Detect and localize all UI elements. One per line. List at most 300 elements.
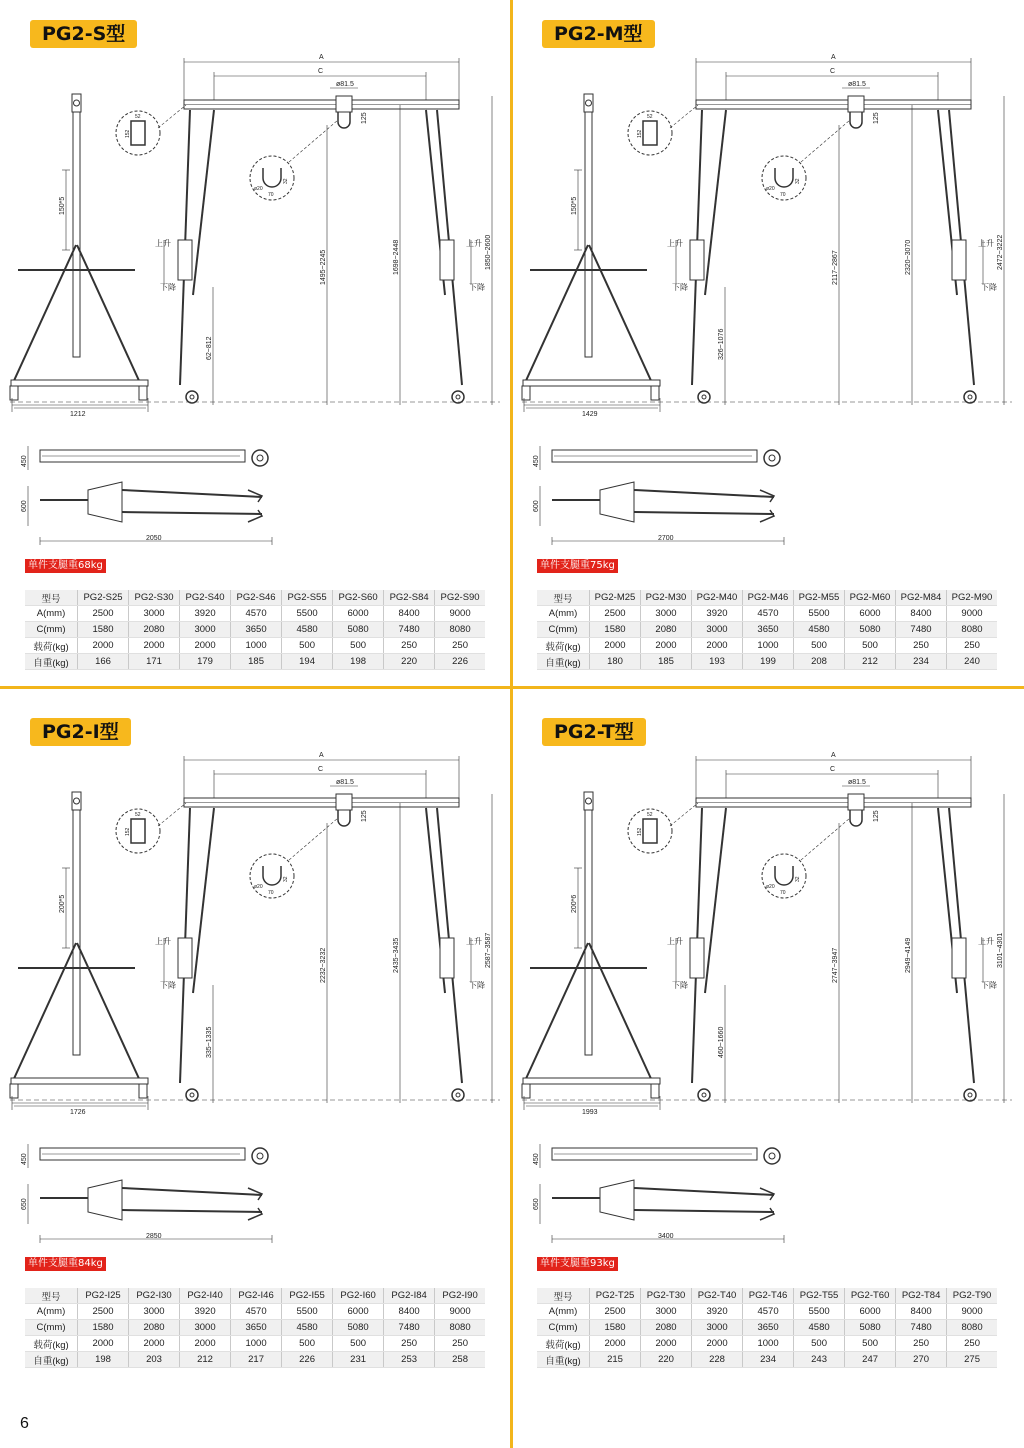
- left-inner-leg: [705, 808, 726, 993]
- left-caster-wheel: [698, 1089, 710, 1101]
- base-width-label: 1726: [70, 1109, 86, 1116]
- side-post: [585, 112, 592, 357]
- table-header-cell: 型号: [25, 590, 78, 606]
- table-cell: 247: [845, 1352, 896, 1368]
- table-cell: 2000: [692, 638, 743, 654]
- table-cell: 9000: [947, 606, 998, 622]
- diameter-label: ø81.5: [336, 779, 354, 786]
- box-width-label: 52: [647, 114, 653, 120]
- table-header-cell: PG2-M90: [947, 590, 998, 606]
- table-cell: 166: [78, 654, 129, 670]
- table-header-cell: PG2-I55: [282, 1288, 333, 1304]
- table-header-cell: PG2-I84: [384, 1288, 435, 1304]
- dim-125-label: 125: [873, 112, 880, 124]
- table-row: [537, 1352, 997, 1368]
- table-cell: 3000: [129, 606, 180, 622]
- hole-pitch-label: 150*5: [59, 196, 66, 215]
- table-cell: 3920: [692, 1304, 743, 1320]
- right-caster-wheel: [964, 391, 976, 403]
- table-cell: 3650: [743, 622, 794, 638]
- table-cell: A(mm): [537, 606, 590, 622]
- right-caster-wheel: [452, 1089, 464, 1101]
- side-foot-right: [651, 1084, 659, 1098]
- leg-weight-badge: 单件支腿重75kg: [537, 559, 618, 573]
- table-cell: 5500: [282, 606, 333, 622]
- table-cell: 270: [896, 1352, 947, 1368]
- dim-a-label: A: [319, 752, 324, 759]
- dim-c-label: C: [318, 68, 324, 75]
- folded-wheel: [252, 450, 268, 466]
- side-leg-right: [589, 245, 653, 385]
- table-cell: 8080: [947, 622, 998, 638]
- up-label-left: 上升: [155, 937, 171, 946]
- model-panel: [0, 698, 490, 1378]
- fold-width-label: 650: [533, 1198, 540, 1210]
- fold-width-label: 650: [21, 1198, 28, 1210]
- table-cell: 220: [384, 654, 435, 670]
- table-cell: 194: [282, 654, 333, 670]
- side-foot-left: [522, 1084, 530, 1098]
- table-header-cell: PG2-M55: [794, 590, 845, 606]
- table-cell: 212: [180, 1352, 231, 1368]
- table-cell: 203: [129, 1352, 180, 1368]
- table-cell: 自重(kg): [25, 654, 78, 670]
- ring-width-label: 70: [780, 890, 786, 896]
- right-caster-wheel: [452, 391, 464, 403]
- box-width-label: 52: [135, 114, 141, 120]
- table-cell: 500: [845, 638, 896, 654]
- table-header-row: [537, 590, 997, 606]
- table-cell: 234: [896, 654, 947, 670]
- down-label-left: 下降: [160, 981, 176, 990]
- up-label-left: 上升: [667, 239, 683, 248]
- left-winch: [690, 938, 704, 978]
- table-cell: 自重(kg): [25, 1352, 78, 1368]
- table-cell: C(mm): [25, 1320, 78, 1336]
- table-cell: 7480: [896, 622, 947, 638]
- table-cell: 208: [794, 654, 845, 670]
- table-cell: 226: [282, 1352, 333, 1368]
- table-header-cell: PG2-M60: [845, 590, 896, 606]
- table-cell: 250: [896, 1336, 947, 1352]
- table-cell: 179: [180, 654, 231, 670]
- table-row: [537, 1320, 997, 1336]
- table-cell: 4570: [743, 606, 794, 622]
- table-header-row: [537, 1288, 997, 1304]
- base-width-label: 1212: [70, 411, 86, 418]
- table-cell: 3000: [692, 1320, 743, 1336]
- model-title: PG2-M型: [542, 20, 655, 48]
- model-title: PG2-I型: [30, 718, 131, 746]
- table-cell: 2500: [78, 1304, 129, 1320]
- left-inner-leg: [705, 110, 726, 295]
- ring-dia-label: ø20: [254, 884, 263, 890]
- dim-125-label: 125: [361, 810, 368, 822]
- table-cell: 171: [129, 654, 180, 670]
- table-row: [25, 1336, 485, 1352]
- table-cell: 185: [231, 654, 282, 670]
- hole-pitch-label: 200*5: [59, 894, 66, 913]
- hoist-ring: [850, 810, 862, 826]
- table-cell: 2000: [641, 1336, 692, 1352]
- side-base-beam: [11, 380, 148, 386]
- spec-table: [537, 1288, 997, 1368]
- base-width-label: 1429: [582, 411, 598, 418]
- table-cell: 7480: [384, 622, 435, 638]
- height-range-3: 2472~3222: [997, 234, 1004, 270]
- side-leg-right: [77, 245, 141, 385]
- side-leg-right: [589, 943, 653, 1083]
- table-cell: 6000: [333, 1304, 384, 1320]
- spec-table: [25, 590, 485, 670]
- table-cell: A(mm): [25, 1304, 78, 1320]
- table-cell: 9000: [947, 1304, 997, 1320]
- box-height-label: 152: [637, 827, 643, 836]
- table-row: [25, 1352, 485, 1368]
- fold-height-label: 450: [21, 1153, 28, 1165]
- table-header-row: [25, 590, 485, 606]
- side-foot-right: [139, 1084, 147, 1098]
- table-header-cell: PG2-T84: [896, 1288, 947, 1304]
- down-label-right: 下降: [981, 283, 997, 292]
- low-range-label: 62~812: [206, 336, 213, 360]
- table-cell: 4570: [743, 1304, 794, 1320]
- table-cell: 2500: [590, 1304, 641, 1320]
- table-cell: 250: [947, 1336, 997, 1352]
- low-range-label: 326~1076: [718, 328, 725, 360]
- table-cell: 自重(kg): [537, 654, 590, 670]
- down-label-left: 下降: [672, 981, 688, 990]
- gantry-drawing: [0, 0, 500, 560]
- gantry-drawing: [512, 698, 1012, 1258]
- table-cell: 243: [794, 1352, 845, 1368]
- table-cell: 9000: [435, 606, 485, 622]
- table-cell: 2000: [180, 638, 231, 654]
- left-caster-wheel: [186, 1089, 198, 1101]
- table-cell: 7480: [896, 1320, 947, 1336]
- table-header-cell: PG2-I40: [180, 1288, 231, 1304]
- height-range-2: 2435~3435: [393, 937, 400, 973]
- table-cell: A(mm): [25, 606, 78, 622]
- side-leg-left: [524, 245, 588, 385]
- side-post: [73, 112, 80, 357]
- side-post: [73, 810, 80, 1055]
- up-label-right: 上升: [978, 239, 994, 248]
- table-cell: 3650: [231, 1320, 282, 1336]
- table-cell: 234: [743, 1352, 794, 1368]
- dim-c-label: C: [830, 766, 836, 773]
- gantry-drawing: [0, 698, 500, 1258]
- table-cell: 2000: [129, 638, 180, 654]
- table-row: [537, 1336, 997, 1352]
- table-cell: 2000: [129, 1336, 180, 1352]
- down-label-left: 下降: [160, 283, 176, 292]
- table-header-cell: PG2-M30: [641, 590, 692, 606]
- table-header-cell: PG2-I46: [231, 1288, 282, 1304]
- table-header-cell: PG2-T40: [692, 1288, 743, 1304]
- box-height-label: 152: [637, 129, 643, 138]
- table-row: [25, 606, 485, 622]
- table-cell: 220: [641, 1352, 692, 1368]
- fold-width-label: 600: [21, 500, 28, 512]
- side-base-beam: [11, 1078, 148, 1084]
- table-cell: 4580: [282, 622, 333, 638]
- table-header-cell: PG2-S55: [282, 590, 333, 606]
- fold-height-label: 450: [533, 455, 540, 467]
- table-cell: 1580: [78, 622, 129, 638]
- table-cell: 253: [384, 1352, 435, 1368]
- table-cell: 3650: [743, 1320, 794, 1336]
- right-winch: [952, 240, 966, 280]
- table-row: [537, 606, 997, 622]
- table-cell: 2000: [692, 1336, 743, 1352]
- ring-dia-label: ø20: [766, 884, 775, 890]
- right-winch: [952, 938, 966, 978]
- ring-dia-label: ø20: [254, 186, 263, 192]
- table-cell: 5500: [794, 606, 845, 622]
- table-cell: 250: [384, 638, 435, 654]
- table-header-cell: 型号: [25, 1288, 78, 1304]
- model-title: PG2-T型: [542, 718, 646, 746]
- table-row: [25, 1304, 485, 1320]
- table-row: [537, 638, 997, 654]
- table-cell: 500: [282, 1336, 333, 1352]
- table-cell: 215: [590, 1352, 641, 1368]
- table-cell: 1580: [590, 1320, 641, 1336]
- table-row: [25, 1320, 485, 1336]
- left-inner-leg: [193, 110, 214, 295]
- height-range-2: 1698~2448: [393, 239, 400, 275]
- model-title: PG2-S型: [30, 20, 137, 48]
- table-cell: C(mm): [25, 622, 78, 638]
- table-header-cell: PG2-S40: [180, 590, 231, 606]
- table-cell: 500: [333, 638, 384, 654]
- table-header-cell: PG2-M40: [692, 590, 743, 606]
- table-cell: 226: [435, 654, 485, 670]
- table-cell: 275: [947, 1352, 997, 1368]
- left-caster-wheel: [698, 391, 710, 403]
- table-cell: 2000: [180, 1336, 231, 1352]
- right-caster-wheel: [964, 1089, 976, 1101]
- side-foot-left: [10, 386, 18, 400]
- horizontal-divider: [0, 686, 1024, 689]
- left-winch: [178, 240, 192, 280]
- ring-width-label: 70: [268, 890, 274, 896]
- hole-pitch-label: 200*6: [571, 894, 578, 913]
- table-header-cell: PG2-T55: [794, 1288, 845, 1304]
- dim-125-label: 125: [873, 810, 880, 822]
- trolley: [848, 794, 864, 810]
- table-cell: 1000: [743, 638, 794, 654]
- table-row: [25, 654, 485, 670]
- dim-a-label: A: [831, 54, 836, 61]
- trolley: [848, 96, 864, 112]
- table-cell: 8080: [435, 622, 485, 638]
- table-cell: 500: [845, 1336, 896, 1352]
- table-cell: 250: [435, 1336, 485, 1352]
- fold-length-label: 3400: [658, 1233, 674, 1240]
- left-winch: [690, 240, 704, 280]
- box-height-label: 152: [125, 827, 131, 836]
- table-cell: 8080: [435, 1320, 485, 1336]
- fold-width-label: 600: [533, 500, 540, 512]
- table-cell: 2080: [641, 1320, 692, 1336]
- ring-height-label: 32: [283, 178, 289, 184]
- table-cell: 8400: [896, 1304, 947, 1320]
- table-cell: 5500: [794, 1304, 845, 1320]
- table-cell: 1580: [590, 622, 641, 638]
- table-cell: 8080: [947, 1320, 997, 1336]
- table-header-cell: PG2-T46: [743, 1288, 794, 1304]
- table-cell: 4570: [231, 1304, 282, 1320]
- table-cell: 9000: [435, 1304, 485, 1320]
- dim-a-label: A: [831, 752, 836, 759]
- diameter-label: ø81.5: [848, 779, 866, 786]
- fold-length-label: 2850: [146, 1233, 162, 1240]
- hole-pitch-label: 150*5: [571, 196, 578, 215]
- table-header-cell: PG2-M46: [743, 590, 794, 606]
- diameter-label: ø81.5: [336, 81, 354, 88]
- table-cell: 500: [794, 1336, 845, 1352]
- side-foot-right: [651, 386, 659, 400]
- model-panel: [0, 0, 490, 680]
- table-cell: 自重(kg): [537, 1352, 590, 1368]
- height-range-1: 2232~3232: [320, 947, 327, 983]
- up-label-right: 上升: [466, 239, 482, 248]
- table-cell: 2000: [78, 638, 129, 654]
- side-foot-left: [10, 1084, 18, 1098]
- table-cell: 1000: [231, 1336, 282, 1352]
- base-width-label: 1993: [582, 1109, 598, 1116]
- table-cell: 250: [947, 638, 998, 654]
- table-cell: 8400: [384, 1304, 435, 1320]
- table-cell: 2080: [641, 622, 692, 638]
- table-cell: 3000: [641, 606, 692, 622]
- hoist-ring: [850, 112, 862, 128]
- table-cell: 198: [333, 654, 384, 670]
- side-leg-left: [524, 943, 588, 1083]
- table-row: [537, 654, 997, 670]
- dim-a-label: A: [319, 54, 324, 61]
- table-header-cell: PG2-M25: [590, 590, 641, 606]
- table-header-cell: PG2-T60: [845, 1288, 896, 1304]
- table-cell: C(mm): [537, 622, 590, 638]
- right-winch: [440, 938, 454, 978]
- table-header-cell: PG2-S90: [435, 590, 485, 606]
- height-range-1: 2747~3947: [832, 947, 839, 983]
- model-panel: [512, 698, 1002, 1378]
- table-cell: 7480: [384, 1320, 435, 1336]
- table-cell: 2000: [641, 638, 692, 654]
- table-cell: 3000: [641, 1304, 692, 1320]
- model-panel: [512, 0, 1002, 680]
- down-label-right: 下降: [469, 283, 485, 292]
- table-cell: 4580: [794, 622, 845, 638]
- table-cell: 3000: [129, 1304, 180, 1320]
- dim-c-label: C: [830, 68, 836, 75]
- table-header-cell: PG2-I25: [78, 1288, 129, 1304]
- table-row: [25, 638, 485, 654]
- folded-wheel: [764, 450, 780, 466]
- fold-height-label: 450: [21, 455, 28, 467]
- side-foot-right: [139, 386, 147, 400]
- folded-wheel: [764, 1148, 780, 1164]
- low-range-label: 460~1660: [718, 1026, 725, 1058]
- table-header-cell: PG2-M84: [896, 590, 947, 606]
- ring-height-label: 32: [795, 178, 801, 184]
- side-post: [585, 810, 592, 1055]
- table-cell: 5080: [845, 1320, 896, 1336]
- table-cell: 2080: [129, 1320, 180, 1336]
- right-winch: [440, 240, 454, 280]
- side-leg-left: [12, 245, 76, 385]
- table-cell: 1000: [231, 638, 282, 654]
- table-cell: 250: [435, 638, 485, 654]
- table-cell: 2500: [590, 606, 641, 622]
- height-range-2: 2320~3070: [905, 239, 912, 275]
- table-header-cell: PG2-S25: [78, 590, 129, 606]
- diameter-label: ø81.5: [848, 81, 866, 88]
- table-cell: 5080: [845, 622, 896, 638]
- table-cell: 500: [282, 638, 333, 654]
- up-label-right: 上升: [466, 937, 482, 946]
- table-cell: 8400: [384, 606, 435, 622]
- table-cell: 231: [333, 1352, 384, 1368]
- down-label-right: 下降: [981, 981, 997, 990]
- table-header-cell: PG2-I90: [435, 1288, 485, 1304]
- table-cell: A(mm): [537, 1304, 590, 1320]
- table-cell: 217: [231, 1352, 282, 1368]
- table-header-row: [25, 1288, 485, 1304]
- height-range-3: 2587~3587: [485, 932, 492, 968]
- up-label-right: 上升: [978, 937, 994, 946]
- spec-table: [537, 590, 997, 670]
- trolley: [336, 794, 352, 810]
- table-cell: 2000: [590, 1336, 641, 1352]
- table-cell: 5500: [282, 1304, 333, 1320]
- table-cell: 1000: [743, 1336, 794, 1352]
- table-cell: 193: [692, 654, 743, 670]
- ring-width-label: 70: [268, 192, 274, 198]
- box-width-label: 52: [135, 812, 141, 818]
- side-base-beam: [523, 1078, 660, 1084]
- side-leg-left: [12, 943, 76, 1083]
- down-label-left: 下降: [672, 283, 688, 292]
- table-header-cell: PG2-T25: [590, 1288, 641, 1304]
- box-width-label: 52: [647, 812, 653, 818]
- table-header-cell: PG2-I60: [333, 1288, 384, 1304]
- dim-125-label: 125: [361, 112, 368, 124]
- table-cell: 3920: [180, 606, 231, 622]
- up-label-left: 上升: [155, 239, 171, 248]
- table-header-cell: PG2-S84: [384, 590, 435, 606]
- table-cell: 250: [384, 1336, 435, 1352]
- table-cell: 212: [845, 654, 896, 670]
- table-header-cell: PG2-S46: [231, 590, 282, 606]
- table-header-cell: PG2-T30: [641, 1288, 692, 1304]
- table-cell: 258: [435, 1352, 485, 1368]
- left-inner-leg: [193, 808, 214, 993]
- side-base-beam: [523, 380, 660, 386]
- height-range-1: 1495~2245: [320, 249, 327, 285]
- ring-dia-label: ø20: [766, 186, 775, 192]
- table-cell: 2500: [78, 606, 129, 622]
- table-cell: 载荷(kg): [537, 638, 590, 654]
- table-cell: 3000: [692, 622, 743, 638]
- left-winch: [178, 938, 192, 978]
- table-cell: 4580: [794, 1320, 845, 1336]
- table-header-cell: 型号: [537, 1288, 590, 1304]
